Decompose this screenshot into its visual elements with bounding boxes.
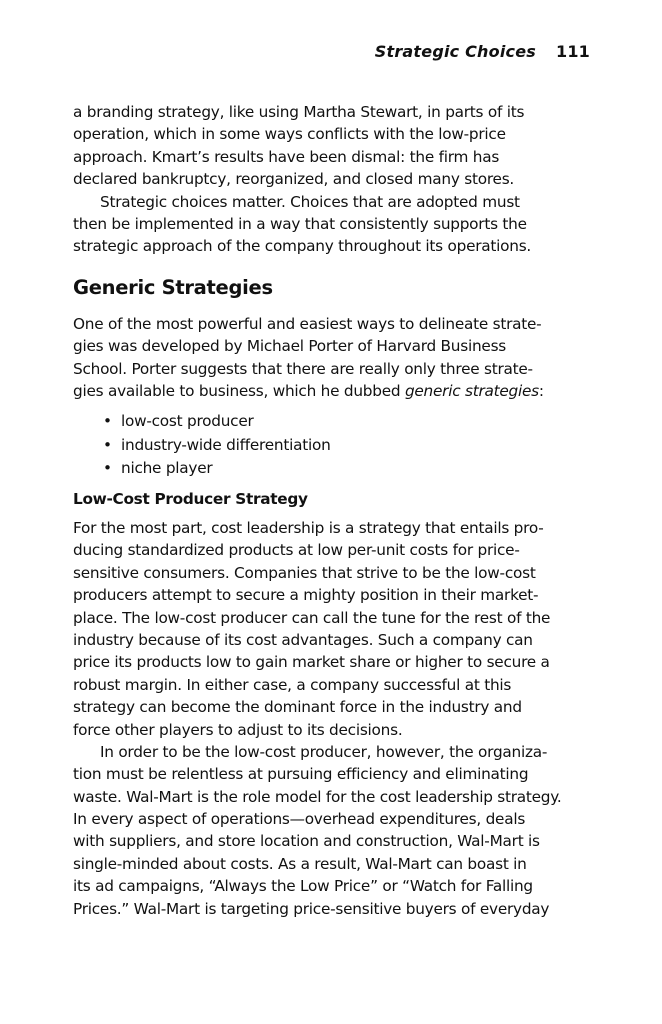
- paragraph-line: robust margin. In either case, a company successful at this: [73, 675, 512, 694]
- intro-text: gies available to business, which he dubbed: [73, 382, 405, 401]
- generic-strategies-term: generic strategies: [404, 382, 539, 401]
- list-item: [103, 457, 331, 481]
- subsection-body: [73, 517, 593, 920]
- paragraph-line: declared bankruptcy, reorganized, and closed many stores.: [73, 170, 515, 189]
- paragraph-line: School. Porter suggests that there are really only three strate-: [73, 359, 533, 378]
- paragraph-line: price its products low to gain market share or higher to secure a: [73, 653, 550, 672]
- paragraph-line: operation, which in some ways conflicts with the low-price: [73, 125, 506, 144]
- paragraph-line: strategy can become the dominant force in the industry and: [73, 698, 522, 717]
- paragraph-line: producers attempt to secure a mighty position in their market-: [73, 586, 539, 605]
- paragraph-line: ducing standardized products at low per-unit costs for price-: [73, 541, 520, 560]
- paragraph-line: tion must be relentless at pursuing efficiency and eliminating: [73, 765, 529, 784]
- paragraph-line: [73, 380, 593, 402]
- paragraph-line: strategic approach of the company throughout its operations.: [73, 237, 532, 256]
- paragraph-line: waste. Wal-Mart is the role model for the cost leadership strategy.: [73, 787, 562, 806]
- paragraph-line: its ad campaigns, “Always the Low Price” or “Watch for Falling: [73, 877, 533, 896]
- paragraph-line: place. The low-cost producer can call the tune for the rest of the: [73, 608, 551, 627]
- intro-colon: :: [538, 382, 544, 401]
- paragraph-line: Strategic choices matter. Choices that are adopted must: [100, 192, 520, 211]
- paragraph-line: One of the most powerful and easiest ways to delineate strate-: [73, 315, 542, 333]
- bullet-icon: •: [103, 435, 112, 454]
- list-item: [103, 434, 331, 458]
- section-intro: [73, 313, 593, 403]
- list-item-text: low-cost producer: [121, 412, 254, 430]
- opening-paragraphs: [73, 101, 593, 258]
- section-heading: Generic Strategies: [73, 276, 273, 299]
- running-head-title: Strategic Choices: [374, 42, 536, 61]
- subsection-heading: Low-Cost Producer Strategy: [73, 490, 308, 508]
- list-item-text: niche player: [121, 459, 213, 477]
- bullet-icon: •: [103, 412, 112, 430]
- paragraph-line: industry because of its cost advantages. Such a company can: [73, 630, 533, 649]
- list-item: [103, 410, 331, 434]
- page-number: 111: [556, 42, 590, 61]
- paragraph-line: approach. Kmart’s results have been dismal: the firm has: [73, 147, 500, 166]
- paragraph-line: For the most part, cost leadership is a strategy that entails pro-: [73, 519, 544, 537]
- strategy-list: [103, 410, 331, 481]
- paragraph-line: Prices.” Wal-Mart is targeting price-sensitive buyers of everyday: [73, 899, 550, 918]
- paragraph-line: gies was developed by Michael Porter of Harvard Business: [73, 337, 507, 356]
- paragraph-line: In order to be the low-cost producer, however, the organiza-: [100, 742, 548, 761]
- paragraph-line: then be implemented in a way that consistently supports the: [73, 214, 527, 233]
- list-item-text: industry-wide differentiation: [121, 435, 331, 454]
- paragraph-line: In every aspect of operations—overhead expenditures, deals: [73, 810, 526, 829]
- paragraph-line: single-minded about costs. As a result, Wal-Mart can boast in: [73, 854, 527, 873]
- paragraph-line: a branding strategy, like using Martha Stewart, in parts of its: [73, 103, 525, 121]
- bullet-icon: •: [103, 459, 112, 477]
- running-head: [375, 42, 590, 61]
- paragraph-line: with suppliers, and store location and construction, Wal-Mart is: [73, 832, 540, 851]
- paragraph-line: force other players to adjust to its decisions.: [73, 720, 403, 739]
- paragraph-line: sensitive consumers. Companies that strive to be the low-cost: [73, 563, 536, 582]
